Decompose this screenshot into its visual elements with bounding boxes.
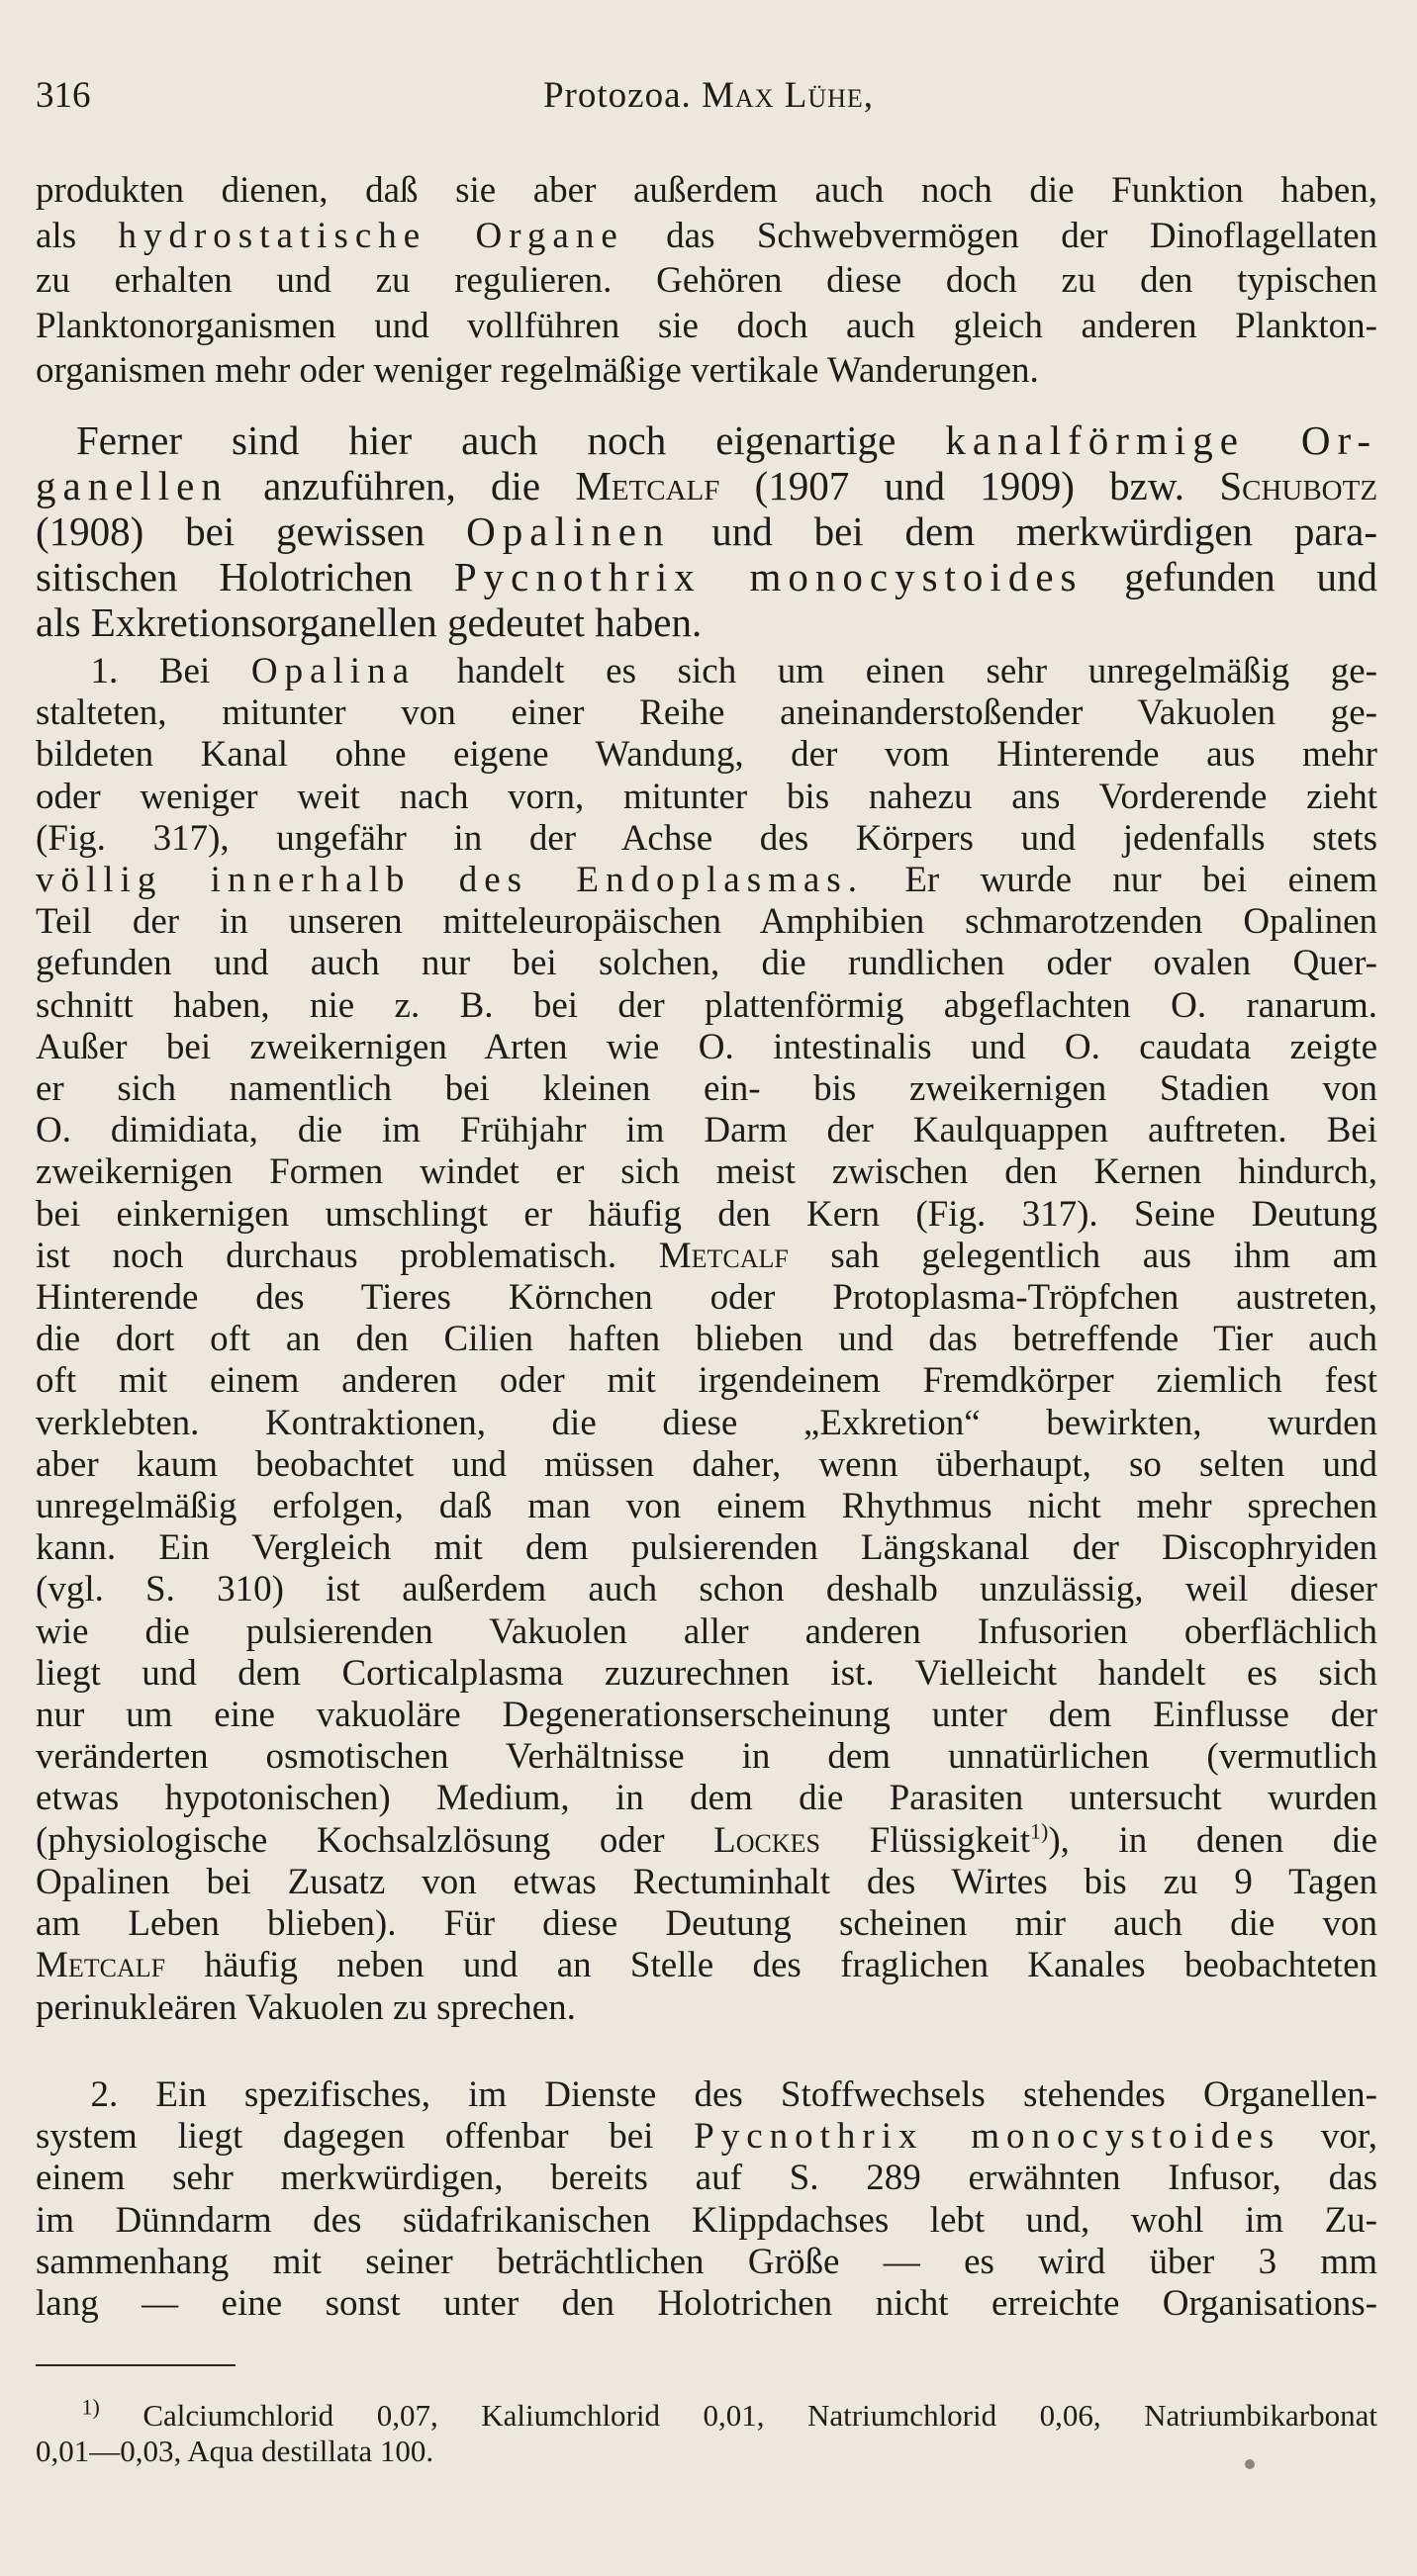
text-run: (1908) bei gewissen [36, 508, 425, 554]
text-line: stalteten, mitunter von einer Reihe aneinanderstoßender Vakuolen ge- [36, 692, 1377, 734]
author-name: Metcalf [658, 1235, 789, 1276]
text-line: oft mit einem anderen oder mit irgendeinem Fremdkörper ziemlich fest [36, 1360, 1377, 1402]
text-run: 2. Ein spezifisches, im Dienste des Stoffwechsels stehendes Organellen- [90, 2074, 1377, 2115]
text-line: Teil der in unseren mitteleuropäischen Amphibien schmarotzenden Opalinen [36, 901, 1377, 943]
emphasis-spaced: Opalina [250, 651, 416, 691]
text-line: aber kaum beobachtet und müssen daher, wenn überhaupt, so selten und [36, 1443, 1377, 1485]
paragraph-3 [36, 651, 1377, 2029]
emphasis-spaced: kanalförmige Or- [945, 417, 1378, 463]
footnote-line: 0,01—0,03, Aqua destillata 100. [36, 2434, 434, 2468]
text-line: produkten dienen, daß sie aber außerdem auch noch die Funktion haben, [36, 170, 1377, 211]
text-line: Opalinen bei Zusatz von etwas Rectuminhalt des Wirtes bis zu 9 Tagen [36, 1861, 1377, 1902]
text-run: Calciumchlorid 0,07, Kaliumchlorid 0,01, Natriumchlorid 0,06, Natriumbikarbonat [142, 2398, 1377, 2433]
running-title [36, 71, 1381, 121]
text-run: ), in denen die [1048, 1819, 1377, 1861]
text-run: gefunden und [1124, 554, 1378, 599]
footnote-line [36, 2394, 1377, 2434]
text-line: etwas hypotonischen) Medium, in dem die Parasiten untersucht wurden [36, 1778, 1377, 1819]
footnote-reference[interactable]: 1) [1030, 1818, 1049, 1844]
emphasis-spaced: hydrostatische Organe [118, 215, 624, 256]
text-line: bildeten Kanal ohne eigene Wandung, der vom Hinterende aus mehr [36, 734, 1377, 776]
text-run: handelt es sich um einen sehr unregelmäßig ge- [456, 651, 1378, 691]
text-line: lang — eine sonst unter den Holotrichen nicht erreichte Organisations- [36, 2283, 1377, 2325]
text-run: sah gelegentlich aus ihm am [830, 1235, 1377, 1276]
text-line: kann. Ein Vergleich mit dem pulsierenden Längskanal der Discophryiden [36, 1527, 1377, 1569]
author-name: Schubotz [1219, 463, 1378, 508]
paper-speck [1245, 2459, 1255, 2469]
text-line: O. dimidiata, die im Frühjahr im Darm der Kaulquappen auftreten. Bei [36, 1110, 1377, 1151]
text-run: sitischen Holotrichen [36, 554, 414, 599]
running-title-section: Protozoa. [542, 75, 692, 116]
text-line: am Leben blieben). Für diese Deutung scheinen mir auch die von [36, 1903, 1377, 1945]
text-line: Außer bei zweikernigen Arten wie O. intestinalis und O. caudata zeigte [36, 1026, 1377, 1067]
text-line: er sich namentlich bei kleinen ein- bis zweikernigen Stadien von [36, 1068, 1377, 1110]
text-line [36, 860, 1377, 901]
text-line: schnitt haben, nie z. B. bei der plattenförmig abgeflachten O. ranarum. [36, 984, 1377, 1026]
text-line: die dort oft an den Cilien haften blieben und das betreffende Tier auch [36, 1319, 1377, 1360]
emphasis-spaced: Pycnothrix monocystoides [453, 554, 1084, 599]
text-line: als Exkretionsorganellen gedeutet haben. [36, 599, 703, 645]
text-run: (physiologische Kochsalzlösung oder [36, 1819, 665, 1861]
text-run: Er wurde nur bei einem [904, 860, 1377, 901]
text-line [36, 554, 1377, 599]
text-line [36, 463, 1377, 508]
text-line [36, 1945, 1377, 1986]
text-line: nur um eine vakuoläre Degenerationserscheinung unter dem Einflusse der [36, 1695, 1377, 1736]
text-line [36, 508, 1377, 554]
text-line: Planktonorganismen und vollführen sie doch auch gleich anderen Plankton- [36, 305, 1377, 346]
author-name: Metcalf [36, 1945, 166, 1986]
text-run: anzuführen, die [263, 463, 541, 508]
text-line: verklebten. Kontraktionen, die diese „Exkretion“ bewirkten, wurden [36, 1402, 1377, 1443]
text-line: bei einkernigen umschlingt er häufig den Kern (Fig. 317). Seine Deutung [36, 1193, 1377, 1235]
emphasis-spaced: ganellen [36, 463, 229, 508]
text-run: (1907 und 1909) bzw. [754, 463, 1185, 508]
text-line: organismen mehr oder weniger regelmäßige vertikale Wanderungen. [36, 350, 1039, 392]
text-run: das Schwebvermögen der Dinoflagellaten [666, 215, 1377, 256]
text-line [36, 2074, 1377, 2116]
text-line: (Fig. 317), ungefähr in der Achse des Körpers und jedenfalls stets [36, 817, 1377, 859]
text-run: häufig neben und an Stelle des fraglichen Kanales beobachteten [204, 1945, 1378, 1986]
text-run: und bei dem merkwürdigen para- [711, 508, 1378, 554]
text-line: unregelmäßig erfolgen, daß man von einem Rhythmus nicht mehr sprechen [36, 1486, 1377, 1527]
text-run: als [36, 215, 77, 256]
text-run: Flüssigkeit [869, 1819, 1031, 1861]
text-line: zweikernigen Formen windet er sich meist zwischen den Kernen hindurch, [36, 1151, 1377, 1193]
emphasis-spaced: völlig innerhalb des Endoplasmas. [36, 860, 864, 901]
text-line [36, 417, 1377, 463]
paragraph-2 [36, 417, 1377, 645]
text-run: 1. Bei [90, 651, 211, 691]
text-line: liegt und dem Corticalplasma zuzurechnen ist. Vielleicht handelt es sich [36, 1652, 1377, 1694]
text-line: (vgl. S. 310) ist außerdem auch schon deshalb unzulässig, weil dieser [36, 1569, 1377, 1610]
footnote-marker: 1) [81, 2394, 100, 2420]
text-line: gefunden und auch nur bei solchen, die rundlichen oder ovalen Quer- [36, 943, 1377, 984]
text-line [36, 1236, 1377, 1277]
text-line: oder weniger weit nach vorn, mitunter bis nahezu ans Vorderende zieht [36, 776, 1377, 817]
text-line [36, 2116, 1377, 2158]
text-line: Hinterende des Tieres Körnchen oder Protoplasma-Tröpfchen austreten, [36, 1277, 1377, 1319]
text-line: zu erhalten und zu regulieren. Gehören diese doch zu den typischen [36, 260, 1377, 302]
text-run: vor, [1320, 2116, 1377, 2158]
text-line: wie die pulsierenden Vakuolen aller anderen Infusorien oberflächlich [36, 1610, 1377, 1652]
text-run: ist noch durchaus problematisch. [36, 1235, 617, 1276]
text-line: sammenhang mit seiner beträchtlichen Größe — es wird über 3 mm [36, 2241, 1377, 2282]
text-line: einem sehr merkwürdigen, bereits auf S. 289 erwähnten Infusor, das [36, 2158, 1377, 2199]
paragraph-1 [36, 168, 1377, 394]
text-line [36, 214, 1377, 259]
footnote [36, 2394, 1377, 2469]
emphasis-spaced: Pycnothrix monocystoides [694, 2116, 1281, 2158]
page-number: 316 [36, 75, 91, 116]
emphasis-spaced: Opalinen [466, 508, 671, 554]
paragraph-4 [36, 2074, 1377, 2325]
text-line: veränderten osmotischen Verhältnisse in dem unnatürlichen (vermutlich [36, 1736, 1377, 1778]
author-name: Lockes [713, 1819, 820, 1861]
text-line [36, 1820, 1377, 1862]
running-title-author: Max Lühe, [702, 75, 875, 116]
running-header [36, 71, 1381, 121]
text-line: im Dünndarm des südafrikanischen Klippdachses lebt und, wohl im Zu- [36, 2199, 1377, 2241]
text-run: Ferner sind hier auch noch eigenartige [76, 417, 897, 463]
text-line [36, 651, 1377, 692]
text-line: perinukleären Vakuolen zu sprechen. [36, 1986, 576, 2028]
text-run: system liegt dagegen offenbar bei [36, 2116, 654, 2158]
footnote-divider [36, 2364, 236, 2366]
author-name: Metcalf [575, 463, 720, 508]
